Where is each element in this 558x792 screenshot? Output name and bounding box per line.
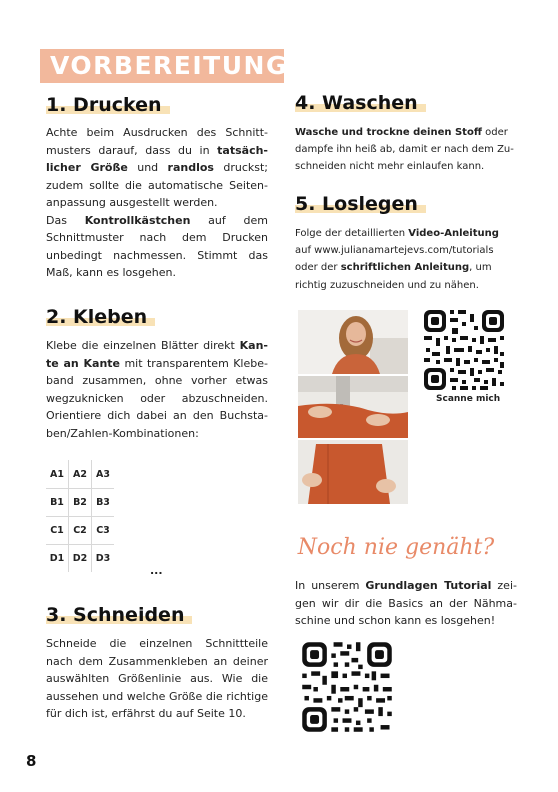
page-combination-grid: [46, 460, 114, 572]
heading-waschen: 4. Waschen: [295, 92, 426, 114]
bold-text: Kante an Kante: [46, 339, 268, 370]
heading-drucken: 1. Drucken: [46, 94, 170, 116]
grid-cell: A3: [96, 468, 110, 480]
grid-cell: D2: [72, 552, 88, 564]
bold-text: Kontrollkästchen: [84, 213, 191, 227]
grid-cell: B3: [96, 496, 110, 508]
grid-cell: C2: [73, 524, 87, 536]
section-banner: [40, 49, 288, 83]
text-segment: oder dampfe ihn heiß ab, damit er nach dem Zuschneiden nicht mehr einlaufen kann.: [295, 127, 514, 173]
bold-text: Grundlagen Tutorial: [365, 579, 492, 592]
text-segment: Folge der detaillierten: [295, 228, 409, 239]
bold-text: randlos: [167, 161, 214, 174]
page-number: 8: [26, 752, 37, 770]
text-segment: auf www.julianamartejevs.com/tutorials oder der: [295, 228, 503, 274]
paragraph-waschen: [295, 124, 515, 176]
qr-code-basics[interactable]: [300, 640, 394, 734]
photo-woman-portrait: [298, 310, 408, 374]
text-segment: Achte beim Ausdrucken des Schnittmusters darauf, dass du in: [46, 126, 268, 157]
text-segment: Schneide die einzelnen Schnittteile nach dem Zusammenkleben an deiner auswählten Größenlinie aus. Wie die aussehen und welche Größe die richtige für dich ist, erfährst du auf Seite 10.: [46, 637, 272, 720]
script-title: [296, 520, 496, 570]
qr-code-icon: [422, 308, 506, 392]
grid-cell: D3: [95, 552, 111, 564]
qr-code-tutorials[interactable]: [422, 308, 506, 392]
heading-schneiden: 3. Schneiden: [46, 604, 192, 626]
qr-code-label: Scanne mich: [436, 394, 501, 404]
grid-cell: A1: [50, 468, 64, 480]
paragraph-kleben: [46, 337, 272, 442]
paragraph-schneiden: [46, 635, 272, 723]
paragraph-loslegen: [295, 225, 517, 294]
grid-cell: C1: [50, 524, 64, 536]
grid-cell: D1: [49, 552, 65, 564]
paragraph-tutorial: [295, 577, 517, 630]
qr-code-icon: [300, 640, 394, 734]
text-segment: mit transparentem Klebeband zusammen, ohne vorher etwas wegzuknicken oder abzuschneiden. Orientiere dich dabei an den Buchstaben/Zahlen-Kombinationen:: [46, 356, 272, 440]
photo-sewing-machine: [298, 376, 408, 438]
bold-text: Video-Anleitung: [408, 228, 499, 239]
paragraph-drucken: [46, 124, 272, 282]
text-segment: Klebe die einzelnen Blätter direkt: [46, 339, 240, 352]
grid-cell: A2: [73, 468, 87, 480]
text-segment: , um richtig zuzuschneiden und zu nähen.: [295, 262, 495, 291]
script-title-text: Noch nie genäht?: [297, 535, 495, 560]
grid-cell: C3: [96, 524, 110, 536]
text-segment: und: [127, 161, 168, 174]
heading-kleben: 2. Kleben: [46, 306, 155, 328]
heading-loslegen: 5. Loslegen: [295, 193, 426, 215]
banner-title: VORBEREITUNG: [50, 51, 288, 80]
grid-cell: B2: [73, 496, 87, 508]
photo-orange-garment: [298, 440, 408, 504]
bold-text: Wasche und trockne deinen Stoff: [295, 127, 482, 138]
text-segment: zeigen wir dir die Basics an der Nähmaschine und schon kann es losgehen!: [295, 579, 517, 627]
grid-cell: B1: [50, 496, 64, 508]
grid-ellipsis: ...: [150, 564, 163, 577]
text-segment: In unserem: [295, 579, 366, 592]
text-segment: druckst; zudem sollte die automatische Seitenanpassung ausgestellt werden. Das: [46, 161, 268, 227]
bold-text: schriftlichen Anleitung: [340, 262, 470, 274]
bold-text: tatsächlicher Größe: [46, 143, 268, 174]
text-segment: auf dem Schnittmuster nach dem Drucken unbedingt nachmessen. Stimmt das Maß, kann es losgehen.: [46, 213, 272, 279]
